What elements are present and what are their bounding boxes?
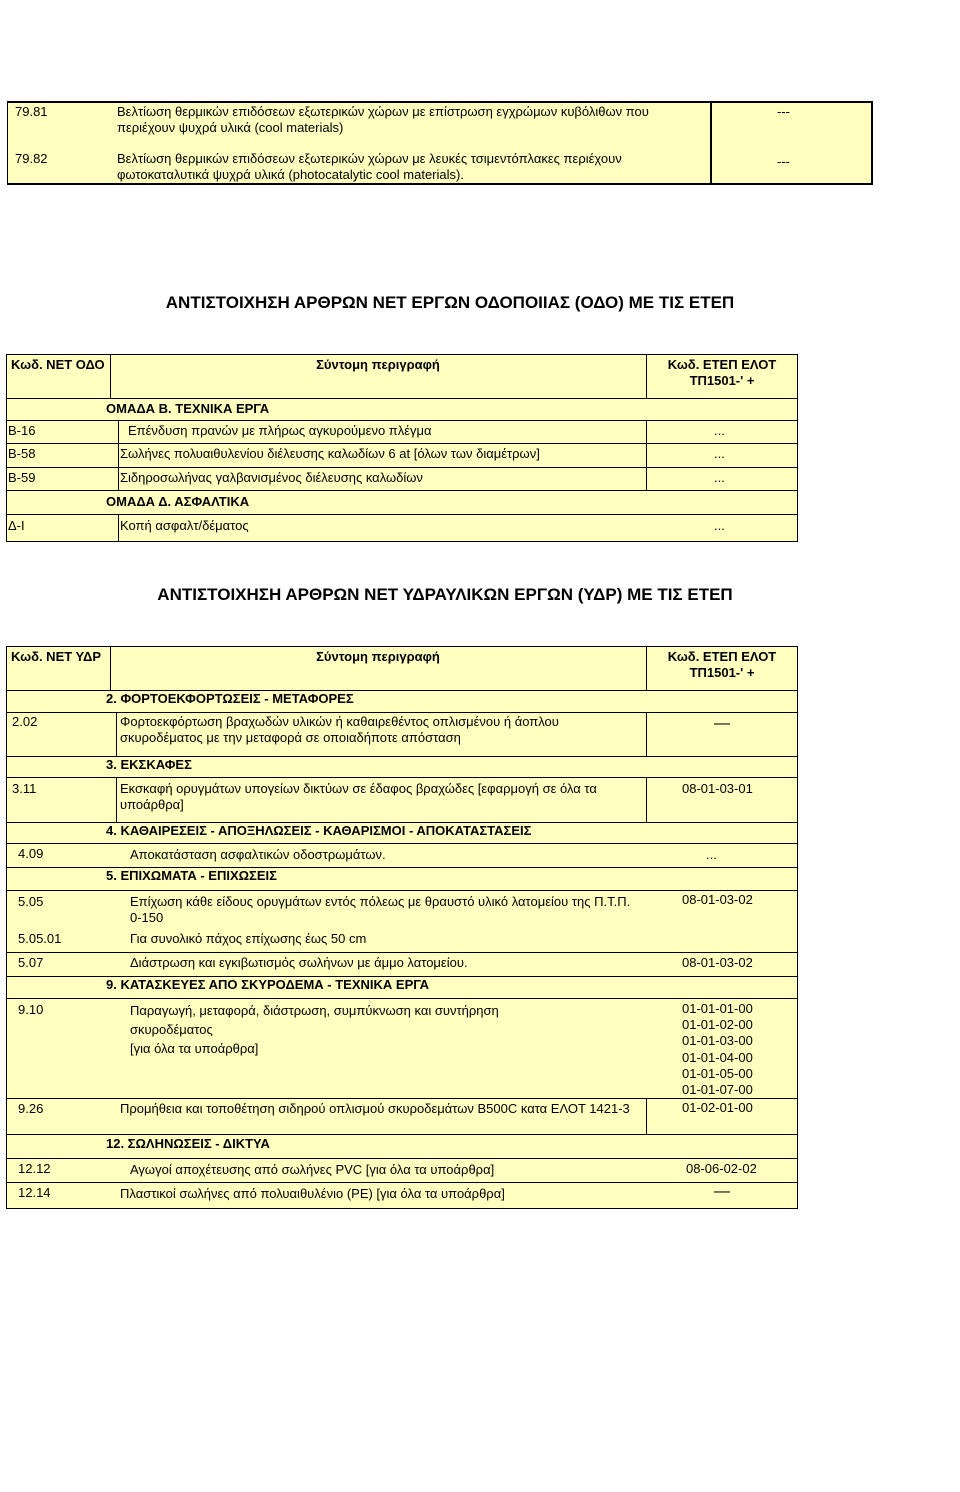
row-etep-code: — [714,1184,730,1200]
row-etep-code: 08-06-02-02 [686,1161,757,1176]
row-description: Βελτίωση θερμικών επιδόσεων εξωτερικών χώρων με επίστρωση εγχρώμων κυβόλιθων που περιέχουν ψυχρά υλικά (cool materials) [117,104,649,135]
row-description: Κοπή ασφαλτ/δέματος [120,518,249,533]
row-code: 79.82 [15,151,48,166]
section-title-ydr: ΑΝΤΙΣΤΟΙΧΗΣΗ ΑΡΘΡΩΝ ΝΕΤ ΥΔΡΑΥΛΙΚΩΝ ΕΡΓΩΝ (ΥΔΡ) ΜΕ ΤΙΣ ΕΤΕΠ [157,585,733,604]
row-etep-code: ... [714,423,725,438]
section-title-odo: ΑΝΤΙΣΤΟΙΧΗΣΗ ΑΡΘΡΩΝ ΝΕΤ ΕΡΓΩΝ ΟΔΟΠΟΙΙΑΣ (ΟΔΟ) ΜΕ ΤΙΣ ΕΤΕΠ [165,293,735,312]
row-code: Β-58 [8,446,36,461]
row-code: 2.02 [12,714,38,729]
group-heading: ΟΜΑΔΑ Δ. ΑΣΦΑΛΤΙΚΑ [106,494,250,509]
row-description: Προμήθεια και τοποθέτηση σιδηρού οπλισμού σκυροδεμάτων Β500C κατα ΕΛΟΤ 1421-3 [120,1101,630,1116]
row-code: 5.05.01 [18,931,62,946]
row-code: 9.26 [18,1101,44,1116]
ydr-table [6,646,798,1209]
row-description: Σωλήνες πολυαιθυλενίου διέλευσης καλωδίων 6 at [όλων των διαμέτρων] [120,446,540,461]
row-code: 12.12 [18,1161,51,1176]
row-code: Β-16 [8,423,36,438]
row-etep-code: 08-01-03-01 [682,781,753,796]
header-code: Κωδ. ΝΕΤ ΟΔΟ [11,357,105,372]
header-description: Σύντομη περιγραφή [316,649,440,664]
row-description: Επένδυση πρανών με πλήρως αγκυρούμενο πλέγμα [128,423,432,438]
row-description: Αποκατάσταση ασφαλτικών οδοστρωμάτων. [130,847,386,862]
row-etep-code: --- [777,154,790,169]
row-code: Δ-Ι [8,518,25,533]
row-description: Εκσκαφή ορυγμάτων υπογείων δικτύων σε έδαφος βραχώδες [εφαρμογή σε όλα τα υποάρθρα] [120,781,597,812]
row-etep-code: ... [714,518,725,533]
header-etep-code: Κωδ. ΕΤΕΠ ΕΛΟΤ ΤΠ1501-' + [667,649,777,680]
row-code: 79.81 [15,104,48,119]
row-description-line: [για όλα τα υποάρθρα] [130,1041,259,1056]
row-etep-code: 01-01-01-00 [682,1001,753,1016]
row-code: 3.11 [12,781,37,796]
group-heading: ΟΜΑΔΑ Β. ΤΕΧΝΙΚΑ ΕΡΓΑ [106,401,270,416]
group-heading: 2. ΦΟΡΤΟΕΚΦΟΡΤΩΣΕΙΣ - ΜΕΤΑΦΟΡΕΣ [106,691,354,706]
row-code: 9.10 [18,1002,44,1017]
row-code: Β-59 [8,470,36,485]
header-etep-code: Κωδ. ΕΤΕΠ ΕΛΟΤ ΤΠ1501-' + [667,357,777,388]
row-etep-code: 08-01-03-02 [682,892,753,907]
row-etep-code: 01-01-05-00 [682,1066,753,1081]
row-etep-code: ... [714,446,725,461]
row-etep-code: — [714,716,730,732]
row-etep-code: 01-01-03-00 [682,1033,753,1048]
row-etep-code: 08-01-03-02 [682,955,753,970]
row-etep-code: --- [777,104,790,119]
top-table [7,101,873,185]
row-code: 4.09 [18,846,44,861]
row-code: 5.05 [18,894,44,909]
group-heading: 4. ΚΑΘΑΙΡΕΣΕΙΣ - ΑΠΟΞΗΛΩΣΕΙΣ - ΚΑΘΑΡΙΣΜΟΙ - ΑΠΟΚΑΤΑΣΤΑΣΕΙΣ [106,823,532,838]
row-code: 12.14 [18,1185,51,1200]
group-heading: 9. ΚΑΤΑΣΚΕΥΕΣ ΑΠΟ ΣΚΥΡΟΔΕΜΑ - ΤΕΧΝΙΚΑ ΕΡΓΑ [106,977,430,992]
row-description: Φορτοεκφόρτωση βραχωδών υλικών ή καθαιρεθέντος οπλισμένου ή άοπλου σκυροδέματος με την μεταφορά σε οποιαδήποτε απόσταση [120,714,559,745]
odo-table [6,354,798,542]
row-description: Για συνολικό πάχος επίχωσης έως 50 cm [130,931,367,946]
group-heading: 5. ΕΠΙΧΩΜΑΤΑ - ΕΠΙΧΩΣΕΙΣ [106,868,277,883]
row-description: Επίχωση κάθε είδους ορυγμάτων εντός πόλεως με θραυστό υλικό λατομείου της Π.Τ.Π. 0-150 [130,894,631,925]
group-heading: 12. ΣΩΛΗΝΩΣΕΙΣ - ΔΙΚΤΥΑ [106,1136,270,1151]
row-code: 5.07 [18,955,44,970]
row-description: Βελτίωση θερμικών επιδόσεων εξωτερικών χώρων με λευκές τσιμεντόπλακες περιέχουν φωτοκαταλυτικά ψυχρά υλικά (photocatalytic cool materials). [117,151,622,182]
row-etep-code: ... [706,847,717,862]
row-etep-code: ... [714,470,725,485]
header-description: Σύντομη περιγραφή [316,357,440,372]
row-description: Αγωγοί αποχέτευσης από σωλήνες PVC [για όλα τα υποάρθρα] [130,1162,495,1177]
row-etep-code: 01-01-04-00 [682,1050,753,1065]
group-heading: 3. ΕΚΣΚΑΦΕΣ [106,757,192,772]
row-etep-code: 01-02-01-00 [682,1100,753,1115]
row-description: Πλαστικοί σωλήνες από πολυαιθυλένιο (PE) [για όλα τα υποάρθρα] [120,1186,505,1201]
row-description: Σιδηροσωλήνας γαλβανισμένος διέλευσης καλωδίων [120,470,423,485]
row-etep-code: 01-01-07-00 [682,1082,753,1097]
header-code: Κωδ. ΝΕΤ ΥΔΡ [11,649,102,664]
row-description: Διάστρωση και εγκιβωτισμός σωλήνων με άμμο λατομείου. [130,955,468,970]
row-etep-code: 01-01-02-00 [682,1017,753,1032]
row-description-line: Παραγωγή, μεταφορά, διάστρωση, συμπύκνωση και συντήρηση [130,1003,499,1018]
row-description-line: σκυροδέματος [130,1022,213,1037]
